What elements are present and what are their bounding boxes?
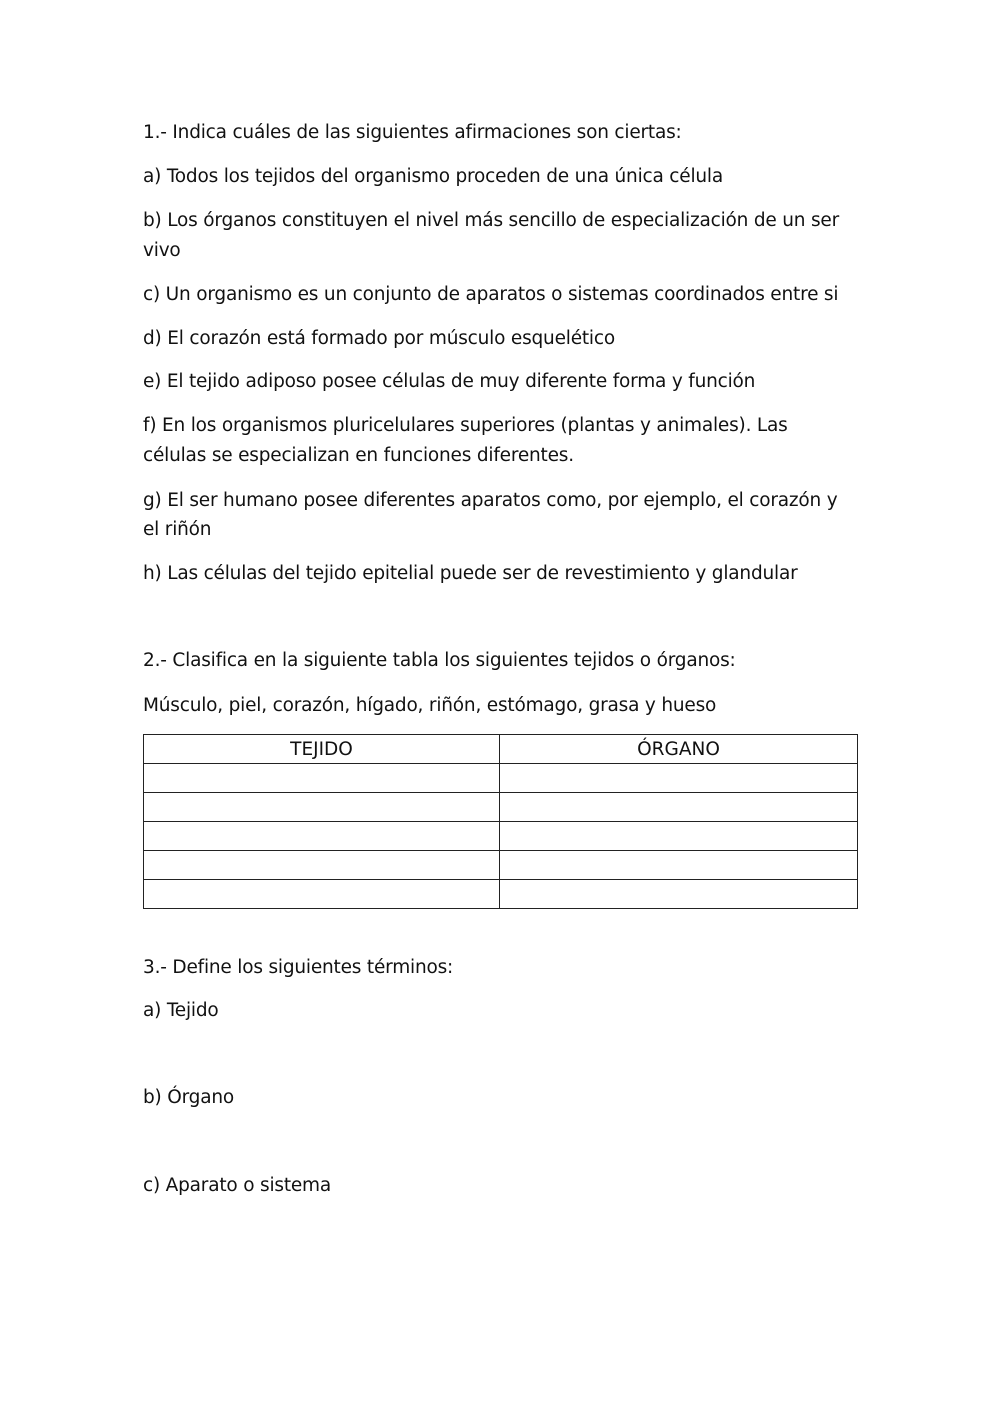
- statement-e: e) El tejido adiposo posee células de muy diferente forma y función: [143, 371, 756, 392]
- tejido-cell[interactable]: [144, 822, 500, 851]
- table-row: [144, 880, 858, 909]
- question-1-title: 1.- Indica cuáles de las siguientes afirmaciones son ciertas:: [143, 122, 682, 143]
- table-row: [144, 822, 858, 851]
- table-row: [144, 764, 858, 793]
- tejido-cell[interactable]: [144, 851, 500, 880]
- statement-g-continued: el riñón: [143, 519, 212, 540]
- statement-a: a) Todos los tejidos del organismo proceden de una única célula: [143, 166, 724, 187]
- statement-f: f) En los organismos pluricelulares superiores (plantas y animales). Las: [143, 415, 788, 436]
- statement-g: g) El ser humano posee diferentes aparatos como, por ejemplo, el corazón y: [143, 490, 838, 511]
- table-row: [144, 851, 858, 880]
- tejido-cell[interactable]: [144, 793, 500, 822]
- word-list: Músculo, piel, corazón, hígado, riñón, estómago, grasa y hueso: [143, 695, 717, 716]
- statement-h: h) Las células del tejido epitelial puede ser de revestimiento y glandular: [143, 563, 798, 584]
- organo-cell[interactable]: [500, 793, 858, 822]
- term-aparato-sistema: c) Aparato o sistema: [143, 1175, 332, 1196]
- statement-c: c) Un organismo es un conjunto de aparatos o sistemas coordinados entre si: [143, 284, 839, 305]
- table-header-row: [144, 735, 858, 764]
- tejido-cell[interactable]: [144, 764, 500, 793]
- statement-f-continued: células se especializan en funciones diferentes.: [143, 445, 574, 466]
- organo-cell[interactable]: [500, 880, 858, 909]
- statement-d: d) El corazón está formado por músculo esquelético: [143, 328, 615, 349]
- statement-b-continued: vivo: [143, 240, 181, 261]
- question-2-title: 2.- Clasifica en la siguiente tabla los siguientes tejidos o órganos:: [143, 650, 736, 671]
- header-organo: ÓRGANO: [500, 735, 858, 764]
- organo-cell[interactable]: [500, 851, 858, 880]
- question-3-title: 3.- Define los siguientes términos:: [143, 957, 454, 978]
- classification-table: [143, 734, 858, 909]
- organo-cell[interactable]: [500, 822, 858, 851]
- statement-b: b) Los órganos constituyen el nivel más sencillo de especialización de un ser: [143, 210, 840, 231]
- tejido-cell[interactable]: [144, 880, 500, 909]
- term-tejido: a) Tejido: [143, 1000, 219, 1021]
- organo-cell[interactable]: [500, 764, 858, 793]
- table-row: [144, 793, 858, 822]
- term-organo: b) Órgano: [143, 1087, 235, 1108]
- header-tejido: TEJIDO: [144, 735, 500, 764]
